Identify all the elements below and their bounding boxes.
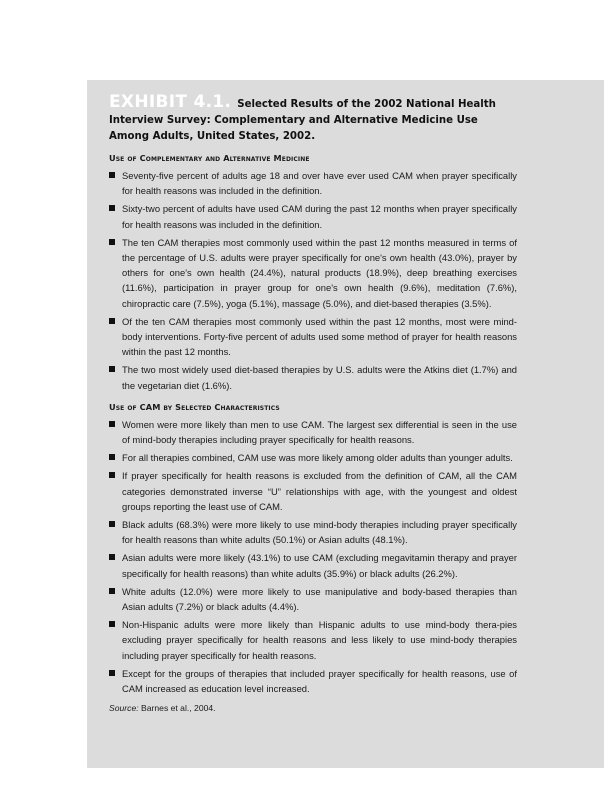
section-heading-characteristics: Use of CAM by Selected Characteristics xyxy=(109,401,280,412)
list-item xyxy=(109,235,517,311)
square-bullet-icon xyxy=(109,588,115,594)
list-item xyxy=(109,617,517,663)
list-item xyxy=(109,314,517,360)
list-item xyxy=(109,468,517,514)
source-text: Barnes et al., 2004. xyxy=(141,703,216,714)
exhibit-panel xyxy=(87,80,604,768)
list-item xyxy=(109,450,517,465)
exhibit-label: EXHIBIT 4.1. xyxy=(109,92,232,112)
square-bullet-icon xyxy=(109,239,115,245)
list-item xyxy=(109,201,517,231)
square-bullet-icon xyxy=(109,366,115,372)
list-item xyxy=(109,417,517,447)
list-item-text: For all therapies combined, CAM use was more likely among older adults than younger adults. xyxy=(122,452,513,464)
exhibit-title xyxy=(109,94,517,145)
square-bullet-icon xyxy=(109,521,115,527)
list-item xyxy=(109,584,517,614)
source-citation xyxy=(109,703,517,713)
square-bullet-icon xyxy=(109,205,115,211)
list-item-text: Black adults (68.3%) were more likely to use mind-body therapies including prayer specifically for health reasons than white adults (50.1%) or Asian adults (48.1%). xyxy=(122,519,517,546)
exhibit-content xyxy=(109,94,517,713)
square-bullet-icon xyxy=(109,454,115,460)
list-item-text: Asian adults were more likely (43.1%) to use CAM (excluding megavitamin therapy and prayer specifically for health reasons) than white adults (35.9%) or black adults (26.2%). xyxy=(122,552,517,579)
list-item-text: White adults (12.0%) were more likely to use manipulative and body-based therapies than Asian adults (7.2%) or black adults (4.4%). xyxy=(122,585,517,613)
list-item-text: Sixty-two percent of adults have used CAM during the past 12 months when prayer specifically for health reasons was included in the definition. xyxy=(122,203,517,230)
square-bullet-icon xyxy=(109,621,115,627)
list-item-text: Of the ten CAM therapies most commonly used within the past 12 months, most were mind-body interventions. Forty-five percent of adults used some method of prayer for health reasons within the past 12 months. xyxy=(122,315,517,358)
square-bullet-icon xyxy=(109,318,115,324)
square-bullet-icon xyxy=(109,472,115,478)
list-item-text: Seventy-five percent of adults age 18 and over have ever used CAM when prayer specifically for health reasons was included in the definition. xyxy=(122,170,517,197)
list-item xyxy=(109,550,517,580)
list-item-text: Except for the groups of therapies that included prayer specifically for health reasons, use of CAM increased as education level increased. xyxy=(122,667,517,695)
list-item-text: If prayer specifically for health reasons is excluded from the definition of CAM, all the CAM categories demonstrated inverse “U” relationships with age, with the youngest and oldest groups reporting the least use of CAM. xyxy=(122,470,517,512)
list-item-text: The ten CAM therapies most commonly used within the past 12 months measured in terms of the percentage of U.S. adults were prayer specifically for one's own health (43.0%), prayer by others for one's own health (24.4%), natural products (18.9%), deep breathing exercises (11.6%), participation in prayer group for one's own health (9.6%), meditation (7.6%), chiropractic care (7.5%), yoga (5.1%), massage (5.0%), and diet-based therapies (3.5%). xyxy=(122,236,517,309)
section-heading-cam-use: Use of Complementary and Alternative Medicine xyxy=(109,153,310,163)
list-item-text: Non-Hispanic adults were more likely than Hispanic adults to use mind-body thera-pies excluding prayer specifically for health reasons and less likely to use mind-body therapies including prayer specifically for health reasons. xyxy=(122,619,517,661)
square-bullet-icon xyxy=(109,554,115,560)
list-item-text: Women were more likely than men to use CAM. The largest sex differential is seen in the use of mind-body therapies including prayer specifically for health reasons. xyxy=(122,418,517,446)
list-item xyxy=(109,666,517,696)
source-label: Source: xyxy=(109,703,139,714)
square-bullet-icon xyxy=(109,670,115,676)
square-bullet-icon xyxy=(109,421,115,427)
square-bullet-icon xyxy=(109,172,115,178)
bullet-list-cam-use xyxy=(109,168,517,393)
list-item xyxy=(109,362,517,392)
exhibit-title-text: Selected Results of the 2002 National Health Interview Survey: Complementary and Alternative Medicine Use Among Adults, United States, 2002. xyxy=(109,99,496,142)
list-item-text: The two most widely used diet-based therapies by U.S. adults were the Atkins diet (1.7%) and the vegetarian diet (1.6%). xyxy=(122,364,517,391)
bullet-list-characteristics xyxy=(109,417,517,696)
list-item xyxy=(109,168,517,198)
list-item xyxy=(109,517,517,547)
